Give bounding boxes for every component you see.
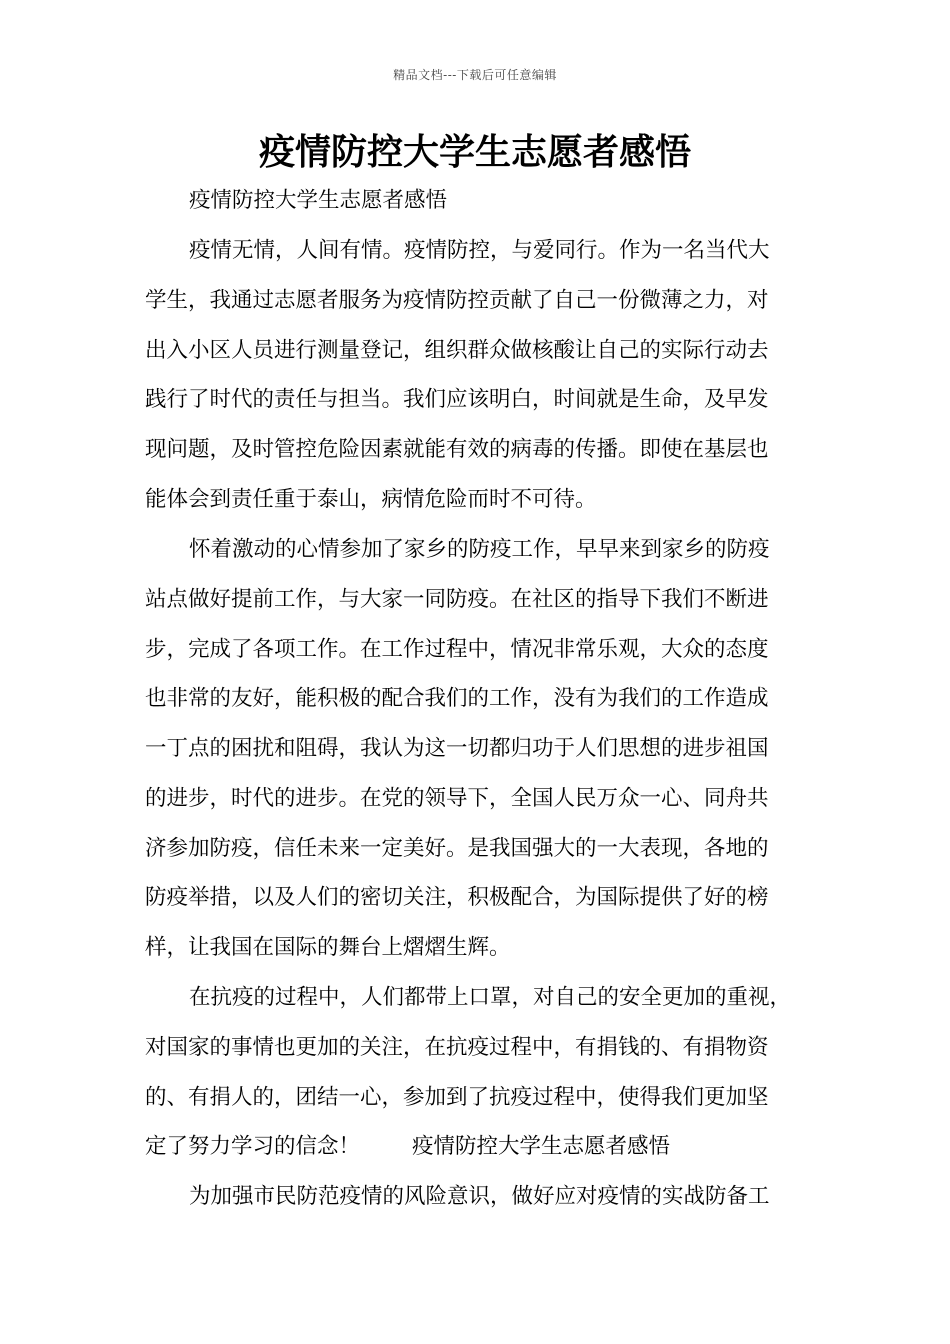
body-line: 步，完成了各项工作。在工作过程中，情况非常乐观，大众的态度 [145, 637, 769, 662]
inline-subheading: 疫情防控大学生志愿者感悟 [412, 1134, 671, 1159]
body-line: 的、有捐人的，团结一心，参加到了抗疫过程中，使得我们更加坚 [145, 1085, 769, 1110]
header-note: 精品文档---下载后可任意编辑 [393, 68, 557, 82]
body-line: 也非常的友好，能积极的配合我们的工作，没有为我们的工作造成 [145, 686, 769, 711]
body-line: 出入小区人员进行测量登记，组织群众做核酸让自己的实际行动去 [145, 338, 769, 363]
body-line: 疫情无情，人间有情。疫情防控，与爱同行。作为一名当代大 [189, 238, 770, 263]
body-line: 对国家的事情也更加的关注，在抗疫过程中，有捐钱的、有捐物资 [145, 1035, 769, 1060]
body-line: 站点做好提前工作，与大家一同防疫。在社区的指导下我们不断进 [145, 587, 769, 612]
body-line: 济参加防疫，信任未来一定美好。是我国强大的一大表现，各地的 [145, 836, 769, 861]
body-line: 一丁点的困扰和阻碍，我认为这一切都归功于人们思想的进步祖国 [145, 736, 769, 761]
body-line: 在抗疫的过程中，人们都带上口罩，对自己的安全更加的重视， [189, 985, 792, 1010]
body-line: 践行了时代的责任与担当。我们应该明白，时间就是生命，及早发 [145, 387, 769, 412]
body-line: 样，让我国在国际的舞台上熠熠生辉。 [145, 935, 511, 960]
body-line: 防疫举措，以及人们的密切关注，积极配合，为国际提供了好的榜 [145, 885, 769, 910]
body-line: 为加强市民防范疫情的风险意识，做好应对疫情的实战防备工 [189, 1184, 770, 1209]
body-line: 的进步，时代的进步。在党的领导下，全国人民万众一心、同舟共 [145, 786, 769, 811]
document-title: 疫情防控大学生志愿者感悟 [258, 131, 691, 173]
body-line-with-subheading [145, 1129, 670, 1165]
body-line-end: 定了努力学习的信念！ [145, 1134, 361, 1159]
body-line: 能体会到责任重于泰山，病情危险而时不可待。 [145, 487, 597, 512]
body-line: 疫情防控大学生志愿者感悟 [189, 188, 448, 213]
body-line: 学生，我通过志愿者服务为疫情防控贡献了自己一份微薄之力，对 [145, 288, 769, 313]
body-line: 怀着激动的心情参加了家乡的防疫工作，早早来到家乡的防疫 [189, 537, 770, 562]
body-line: 现问题，及时管控危险因素就能有效的病毒的传播。即使在基层也 [145, 437, 769, 462]
